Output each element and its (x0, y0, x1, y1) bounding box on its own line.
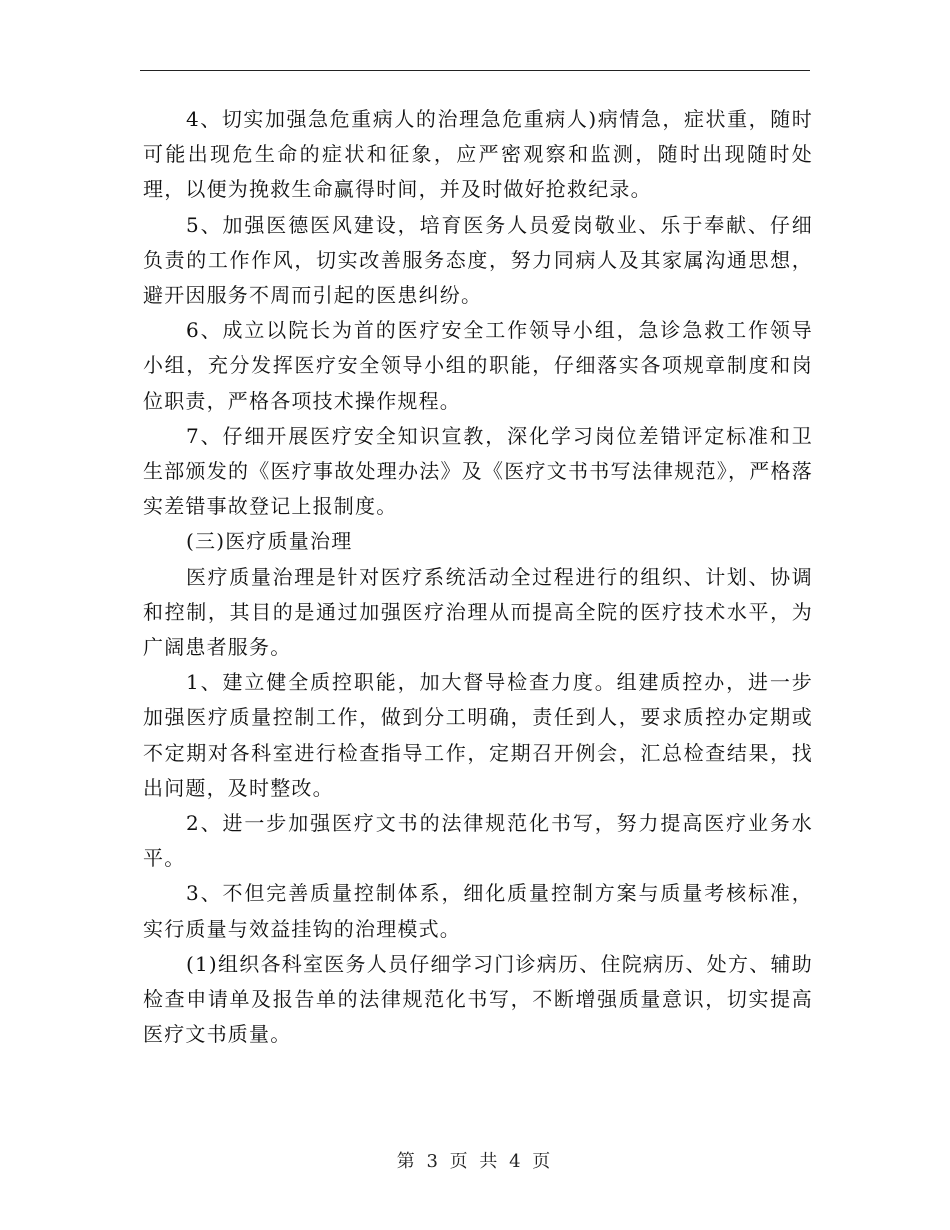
section-heading-quality: (三)医疗质量治理 (186, 529, 353, 554)
paragraph-quality-subitem-1: (1)组织各科室医务人员仔细学习门诊病历、住院病历、处方、辅助检查申请单及报告单的法律规范化书写，不断增强质量意识，切实提高医疗文书质量。 (143, 951, 813, 1047)
paragraph-quality-item-3: 3、不但完善质量控制体系，细化质量控制方案与质量考核标准，实行质量与效益挂钩的治理模式。 (143, 881, 813, 941)
document-body (143, 102, 813, 1052)
paragraph-item-4: 4、切实加强急危重病人的治理急危重病人)病情急，症状重，随时可能出现危生命的症状和征象，应严密观察和监测，随时出现随时处理，以便为挽救生命赢得时间，并及时做好抢救纪录。 (143, 107, 813, 202)
paragraph-quality-item-2: 2、进一步加强医疗文书的法律规范化书写，努力提高医疗业务水平。 (143, 811, 813, 871)
header-rule (140, 70, 810, 71)
paragraph-item-6: 6、成立以院长为首的医疗安全工作领导小组，急诊急救工作领导小组，充分发挥医疗安全领导小组的职能，仔细落实各项规章制度和岗位职责，严格各项技术操作规程。 (143, 318, 813, 413)
paragraph-quality-item-1: 1、建立健全质控职能，加大督导检查力度。组建质控办，进一步加强医疗质量控制工作，做到分工明确，责任到人，要求质控办定期或不定期对各科室进行检查指导工作，定期召开例会，汇总检查结果，找出问题，及时整改。 (143, 670, 813, 800)
paragraph-item-5: 5、加强医德医风建设，培育医务人员爱岗敬业、乐于奉献、仔细负责的工作作风，切实改善服务态度，努力同病人及其家属沟通思想，避开因服务不周而引起的医患纠纷。 (143, 212, 813, 308)
page-footer: 第 3 页 共 4 页 (396, 1151, 554, 1172)
paragraph-item-7: 7、仔细开展医疗安全知识宣教，深化学习岗位差错评定标准和卫生部颁发的《医疗事故处理办法》及《医疗文书书写法律规范》，严格落实差错事故登记上报制度。 (143, 423, 813, 519)
paragraph-quality-intro: 医疗质量治理是针对医疗系统活动全过程进行的组织、计划、协调和控制，其目的是通过加强医疗治理从而提高全院的医疗技术水平，为广阔患者服务。 (143, 564, 813, 660)
